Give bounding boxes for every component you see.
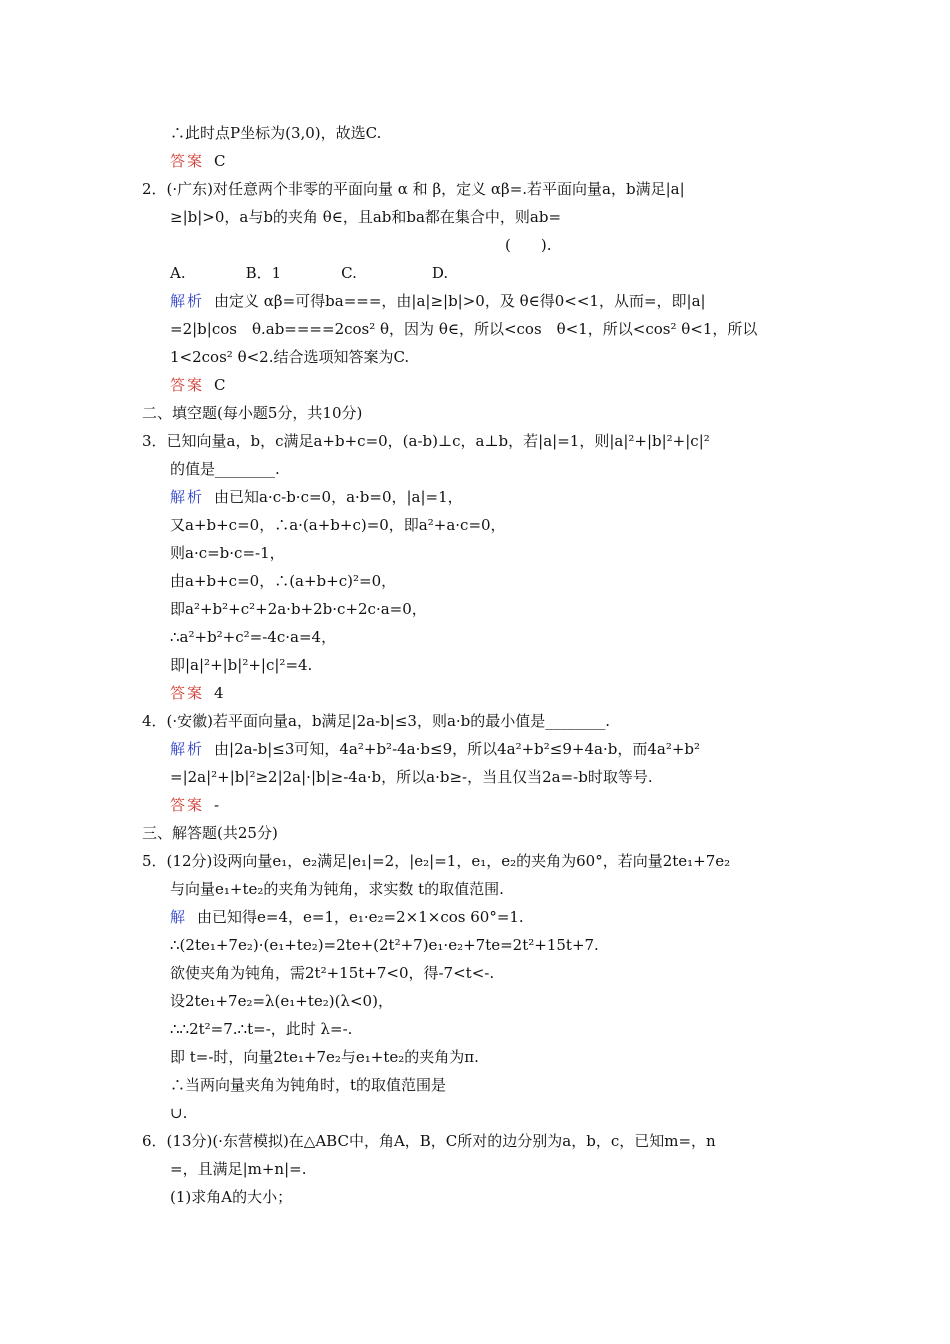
line-text: 即a²+b²+c²+2a·b+2b·c+2c·a=0， [170, 600, 427, 618]
text-line [170, 262, 448, 284]
line-text: (1)求角A的大小； [170, 1188, 293, 1206]
text-line [170, 738, 700, 760]
text-line [170, 682, 224, 704]
line-text: ≥|b|>0，a与b的夹角 θ∈，且ab和ba都在集合中，则ab= [170, 208, 562, 226]
line-text: 则a·c=b·c=-1， [170, 544, 285, 562]
line-text: ∴当两向量夹角为钝角时，t的取值范围是 [170, 1076, 447, 1094]
text-line [142, 822, 278, 844]
text-line [170, 1158, 306, 1180]
line-text: A. B．1 C. D. [170, 264, 449, 282]
text-line [170, 906, 524, 928]
line-label: 解析 [170, 740, 205, 758]
line-label: 解 [170, 908, 188, 926]
text-line [170, 514, 506, 536]
text-line [170, 1018, 352, 1040]
line-text: 又a+b+c=0，∴a·(a+b+c)=0，即a²+a·c=0， [170, 516, 506, 534]
line-text: 二、填空题(每小题5分，共10分) [142, 404, 363, 422]
text-line [170, 794, 219, 816]
line-text: 由|2a-b|≤3可知，4a²+b²-4a·b≤9，所以4a²+b²≤9+4a·b，而4a²+b² [214, 740, 701, 758]
line-label: 解析 [170, 488, 205, 506]
text-line [170, 962, 494, 984]
line-text: 由已知得e=4，e=1，e₁·e₂=2×1×cos 60°=1. [197, 908, 524, 926]
text-line [170, 1046, 479, 1068]
line-text: ∴此时点P坐标为(3,0)，故选C. [170, 124, 382, 142]
line-text: =|2a|²+|b|²≥2|2a|·|b|≥-4a·b，所以a·b≥-，当且仅当2a=-b时取等号. [170, 768, 653, 786]
text-line [170, 318, 757, 340]
line-text: =2|b|cos θ.ab====2cos² θ，因为 θ∈，所以<cos θ<1，所以<cos² θ<1，所以 [170, 320, 758, 338]
text-line [142, 850, 730, 872]
line-text: 即|a|²+|b|²+|c|²=4. [170, 656, 313, 674]
text-line [170, 934, 599, 956]
text-line [170, 150, 226, 172]
text-line [142, 430, 710, 452]
text-line [505, 234, 551, 256]
text-line [170, 654, 312, 676]
line-text: 与向量e₁+te₂的夹角为钝角，求实数 t的取值范围. [170, 880, 504, 898]
text-line [170, 766, 653, 788]
line-text: ( ). [505, 236, 552, 254]
line-text: 4．(·安徽)若平面向量a，b满足|2a-b|≤3，则a·b的最小值是________. [142, 712, 611, 730]
text-line [170, 290, 706, 312]
line-text: 设2te₁+7e₂=λ(e₁+te₂)(λ<0)， [170, 992, 393, 1010]
line-label: 答案 [170, 376, 205, 394]
text-line [170, 206, 561, 228]
line-text: 2．(·广东)对任意两个非零的平面向量 α 和 β，定义 αβ=.若平面向量a，b满足|a| [142, 180, 685, 198]
line-label: 解析 [170, 292, 205, 310]
text-line [142, 710, 610, 732]
line-text: - [214, 796, 220, 814]
line-label: 答案 [170, 152, 205, 170]
text-line [170, 598, 427, 620]
text-line [170, 122, 381, 144]
line-text: 5．(12分)设两向量e₁，e₂满足|e₁|=2，|e₂|=1，e₁，e₂的夹角为60°，若向量2te₁+7e₂ [142, 852, 731, 870]
line-text: ∴a²+b²+c²=-4c·a=4， [170, 628, 337, 646]
line-text: ∴(2te₁+7e₂)·(e₁+te₂)=2te+(2t²+7)e₁·e₂+7te=2t²+15t+7. [170, 936, 599, 954]
text-line [142, 178, 685, 200]
text-line [142, 402, 362, 424]
line-label: 答案 [170, 796, 205, 814]
text-line [170, 374, 226, 396]
line-label: 答案 [170, 684, 205, 702]
text-line [170, 346, 409, 368]
line-text: 由已知a·c-b·c=0，a·b=0，|a|=1， [214, 488, 463, 506]
line-text: =，且满足|m+n|=. [170, 1160, 307, 1178]
line-text: 4 [214, 684, 224, 702]
text-line [170, 878, 504, 900]
line-text: ∪. [170, 1104, 188, 1122]
text-line [170, 1186, 292, 1208]
line-text: 1<2cos² θ<2.结合选项知答案为C. [170, 348, 410, 366]
line-text: C [214, 376, 226, 394]
text-line [142, 1130, 716, 1152]
text-line [170, 990, 393, 1012]
text-line [170, 570, 396, 592]
text-line [170, 542, 285, 564]
line-text: ∴∴2t²=7.∴t=-，此时 λ=-. [170, 1020, 353, 1038]
text-line [170, 458, 280, 480]
text-line [170, 626, 336, 648]
text-line [170, 1102, 187, 1124]
line-text: 即 t=-时，向量2te₁+7e₂与e₁+te₂的夹角为π. [170, 1048, 479, 1066]
text-line [170, 1074, 446, 1096]
line-text: 6．(13分)(·东营模拟)在△ABC中，角A，B，C所对的边分别为a，b，c，已知m=，n [142, 1132, 716, 1150]
line-text: 由定义 αβ=可得ba===，由|a|≥|b|>0，及 θ∈得0<<1，从而=，即|a| [214, 292, 706, 310]
line-text: 由a+b+c=0，∴(a+b+c)²=0， [170, 572, 397, 590]
line-text: 欲使夹角为钝角，需2t²+15t+7<0，得-7<t<-. [170, 964, 495, 982]
line-text: 的值是________. [170, 460, 280, 478]
line-text: 三、解答题(共25分) [142, 824, 278, 842]
line-text: C [214, 152, 226, 170]
line-text: 3．已知向量a，b，c满足a+b+c=0，(a-b)⊥c，a⊥b，若|a|=1，则|a|²+|b|²+|c|² [142, 432, 710, 450]
text-line [170, 486, 463, 508]
